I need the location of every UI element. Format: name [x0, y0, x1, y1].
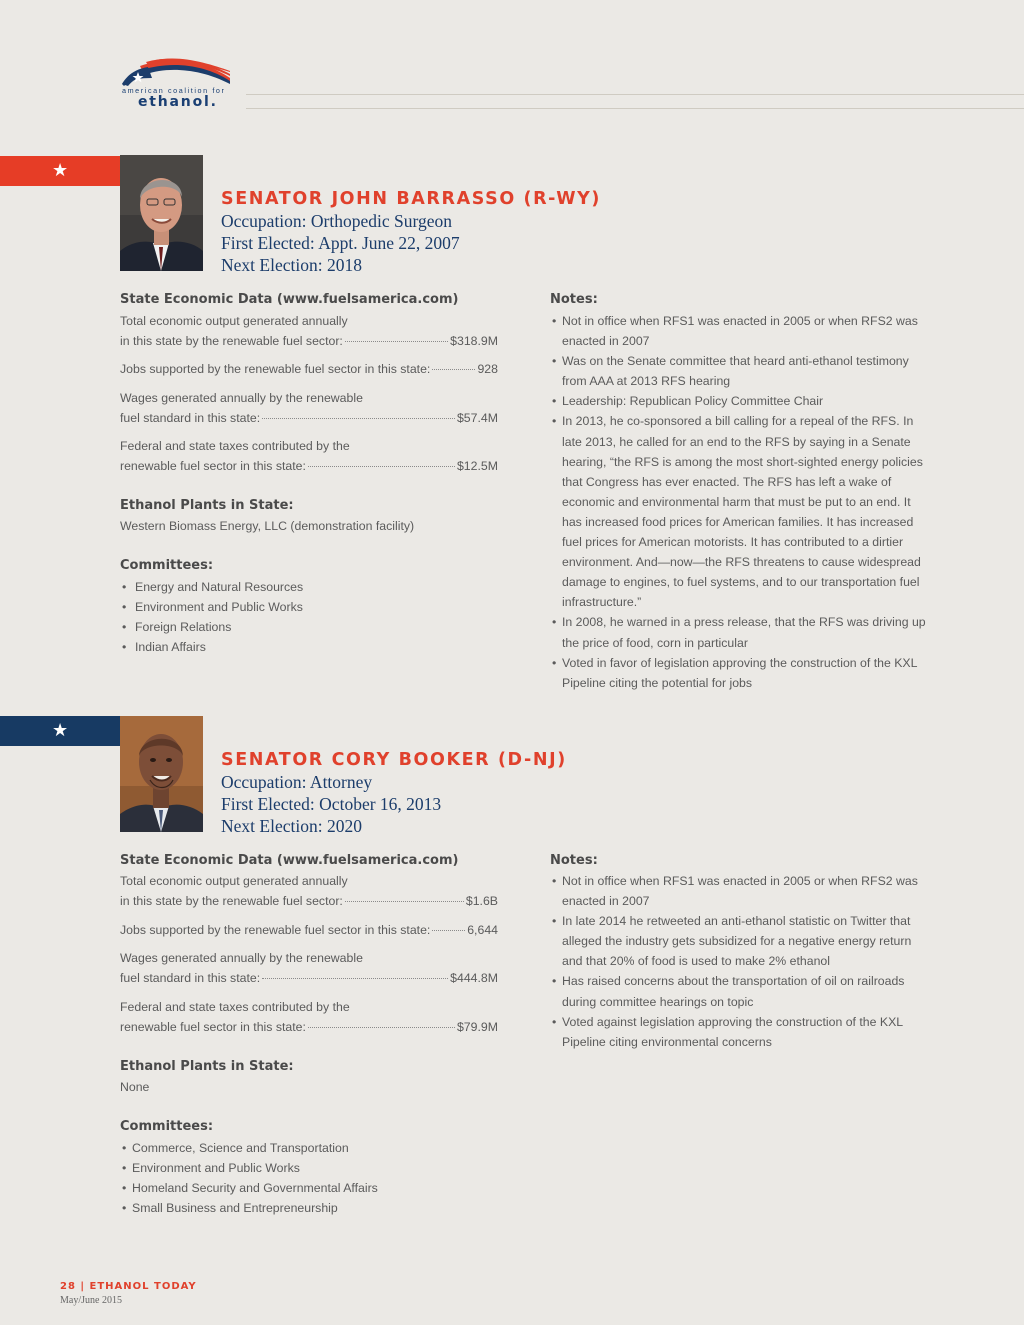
- notes-list: [550, 871, 932, 1052]
- note-item: • In 2013, he co-sponsored a bill calling for a repeal of the RFS. In late 2013, he called for an end to the RFS by saying in a Senate hearing, “the RFS is among the most short-sighted energy policies that Congress has ever enacted. The RFS has left a wake of economic and environmental harm that must be put to an end. It has increased food prices for American families. It has increased fuel prices for American motorists. It has contributed to a dirtier environment. And—now—the RFS threatens to cause widespread damage to engines, to fuel systems, and to our transportation fuel infrastructure.”: [550, 411, 932, 612]
- red-flag-banner: [0, 156, 120, 186]
- note-item: • Was on the Senate committee that heard anti-ethanol testimony from AAA at 2013 RFS hearing: [550, 351, 932, 391]
- note-item: • In 2008, he warned in a press release, that the RFS was driving up the price of food, corn in particular: [550, 612, 932, 652]
- econ-jobs-value: 928: [477, 362, 498, 376]
- plants-value: None: [120, 1080, 150, 1094]
- notes-heading: Notes:: [550, 853, 598, 868]
- econ-jobs-row: [120, 920, 498, 940]
- navy-flag-banner: [0, 716, 120, 746]
- senator-name: SENATOR JOHN BARRASSO (R-WY): [221, 189, 602, 209]
- econ-wages-label: Wages generated annually by the renewable: [120, 951, 363, 965]
- econ-wages-label-2: fuel standard in this state:: [120, 971, 261, 985]
- header-rule-top: [246, 94, 1024, 95]
- flag-swoosh-icon: [118, 56, 236, 88]
- note-item: • Voted in favor of legislation approving the construction of the KXL Pipeline citing the potential for jobs: [550, 653, 932, 693]
- econ-jobs-row: [120, 359, 498, 379]
- leader-dots: [432, 369, 475, 370]
- leader-dots: [308, 1027, 455, 1028]
- leader-dots: [432, 930, 465, 931]
- committees-heading: Committees:: [120, 558, 214, 573]
- econ-taxes-label-2: renewable fuel sector in this state:: [120, 459, 306, 473]
- econ-taxes-label: Federal and state taxes contributed by the: [120, 439, 350, 453]
- committee-item: • Indian Affairs: [120, 637, 303, 657]
- star-icon: ★: [52, 160, 69, 180]
- econ-jobs-value: 6,644: [467, 923, 498, 937]
- leader-dots: [345, 901, 464, 902]
- leader-dots: [308, 466, 455, 467]
- leader-dots: [345, 341, 448, 342]
- econ-taxes-row: [120, 1017, 498, 1037]
- committee-item: • Foreign Relations: [120, 617, 303, 637]
- econ-output-row: [120, 891, 498, 911]
- econ-output-value: $1.6B: [465, 894, 498, 908]
- committees-heading: Committees:: [120, 1119, 214, 1134]
- econ-output-label: Total economic output generated annually: [120, 314, 348, 328]
- note-item: • Not in office when RFS1 was enacted in 2005 or when RFS2 was enacted in 2007: [550, 311, 932, 351]
- note-item: • Leadership: Republican Policy Committee Chair: [550, 391, 932, 411]
- committee-item: • Homeland Security and Governmental Affairs: [120, 1178, 378, 1198]
- senator-occupation: Occupation: Orthopedic Surgeon: [221, 211, 453, 231]
- senator-next-election: Next Election: 2018: [221, 255, 362, 275]
- econ-wages-row: [120, 968, 498, 988]
- committees-list: [120, 1138, 378, 1218]
- econ-taxes-value: $12.5M: [456, 459, 498, 473]
- senator-name: SENATOR CORY BOOKER (D-NJ): [221, 750, 567, 770]
- senator-first-elected: First Elected: Appt. June 22, 2007: [221, 233, 460, 253]
- committee-item: • Environment and Public Works: [120, 1158, 378, 1178]
- econ-taxes-row: [120, 456, 498, 476]
- note-item: • Not in office when RFS1 was enacted in 2005 or when RFS2 was enacted in 2007: [550, 871, 932, 911]
- note-item: • Has raised concerns about the transportation of oil on railroads during committee hearings on topic: [550, 971, 932, 1011]
- notes-list: [550, 311, 932, 693]
- committee-item: • Energy and Natural Resources: [120, 577, 303, 597]
- econ-output-label-2: in this state by the renewable fuel sector:: [120, 894, 343, 908]
- senator-photo-barrasso: [120, 155, 203, 271]
- star-icon: ★: [52, 720, 69, 740]
- note-item: • Voted against legislation approving the construction of the KXL Pipeline citing environmental concerns: [550, 1012, 932, 1052]
- senator-photo-booker: [120, 716, 203, 832]
- econ-wages-label-2: fuel standard in this state:: [120, 411, 261, 425]
- committee-item: • Commerce, Science and Transportation: [120, 1138, 378, 1158]
- econ-heading: State Economic Data (www.fuelsamerica.com): [120, 292, 459, 307]
- leader-dots: [262, 418, 455, 419]
- econ-wages-value: $57.4M: [456, 411, 498, 425]
- committee-item: • Small Business and Entrepreneurship: [120, 1198, 378, 1218]
- logo-wordmark: ethanol.: [138, 94, 218, 110]
- plants-value: Western Biomass Energy, LLC (demonstration facility): [120, 519, 415, 533]
- econ-wages-value: $444.8M: [450, 971, 498, 985]
- leader-dots: [262, 978, 448, 979]
- econ-output-label-2: in this state by the renewable fuel sector:: [120, 334, 343, 348]
- econ-jobs-label: Jobs supported by the renewable fuel sector in this state:: [120, 923, 431, 937]
- notes-heading: Notes:: [550, 292, 598, 307]
- coalition-logo: [118, 56, 236, 114]
- note-item: • In late 2014 he retweeted an anti-ethanol statistic on Twitter that alleged the industry gets subsidized for a negative energy return and that 20% of food is used to make 2% ethanol: [550, 911, 932, 971]
- logo-tagline: american coalition for: [122, 86, 226, 95]
- plants-heading: Ethanol Plants in State:: [120, 498, 294, 513]
- econ-output-label: Total economic output generated annually: [120, 874, 348, 888]
- senator-next-election: Next Election: 2020: [221, 816, 362, 836]
- econ-taxes-label-2: renewable fuel sector in this state:: [120, 1020, 306, 1034]
- econ-wages-row: [120, 408, 498, 428]
- plants-heading: Ethanol Plants in State:: [120, 1059, 294, 1074]
- page-number: 28 | ETHANOL TODAY: [60, 1281, 197, 1292]
- header-rule-bottom: [246, 108, 1024, 109]
- econ-taxes-label: Federal and state taxes contributed by the: [120, 1000, 350, 1014]
- senator-occupation: Occupation: Attorney: [221, 772, 373, 792]
- committee-item: • Environment and Public Works: [120, 597, 303, 617]
- econ-output-row: [120, 331, 498, 351]
- econ-taxes-value: $79.9M: [456, 1020, 498, 1034]
- econ-heading: State Economic Data (www.fuelsamerica.com): [120, 853, 459, 868]
- econ-wages-label: Wages generated annually by the renewable: [120, 391, 363, 405]
- committees-list: [120, 577, 303, 657]
- issue-date: May/June 2015: [60, 1295, 122, 1306]
- econ-output-value: $318.9M: [450, 334, 498, 348]
- econ-jobs-label: Jobs supported by the renewable fuel sector in this state:: [120, 362, 431, 376]
- senator-first-elected: First Elected: October 16, 2013: [221, 794, 442, 814]
